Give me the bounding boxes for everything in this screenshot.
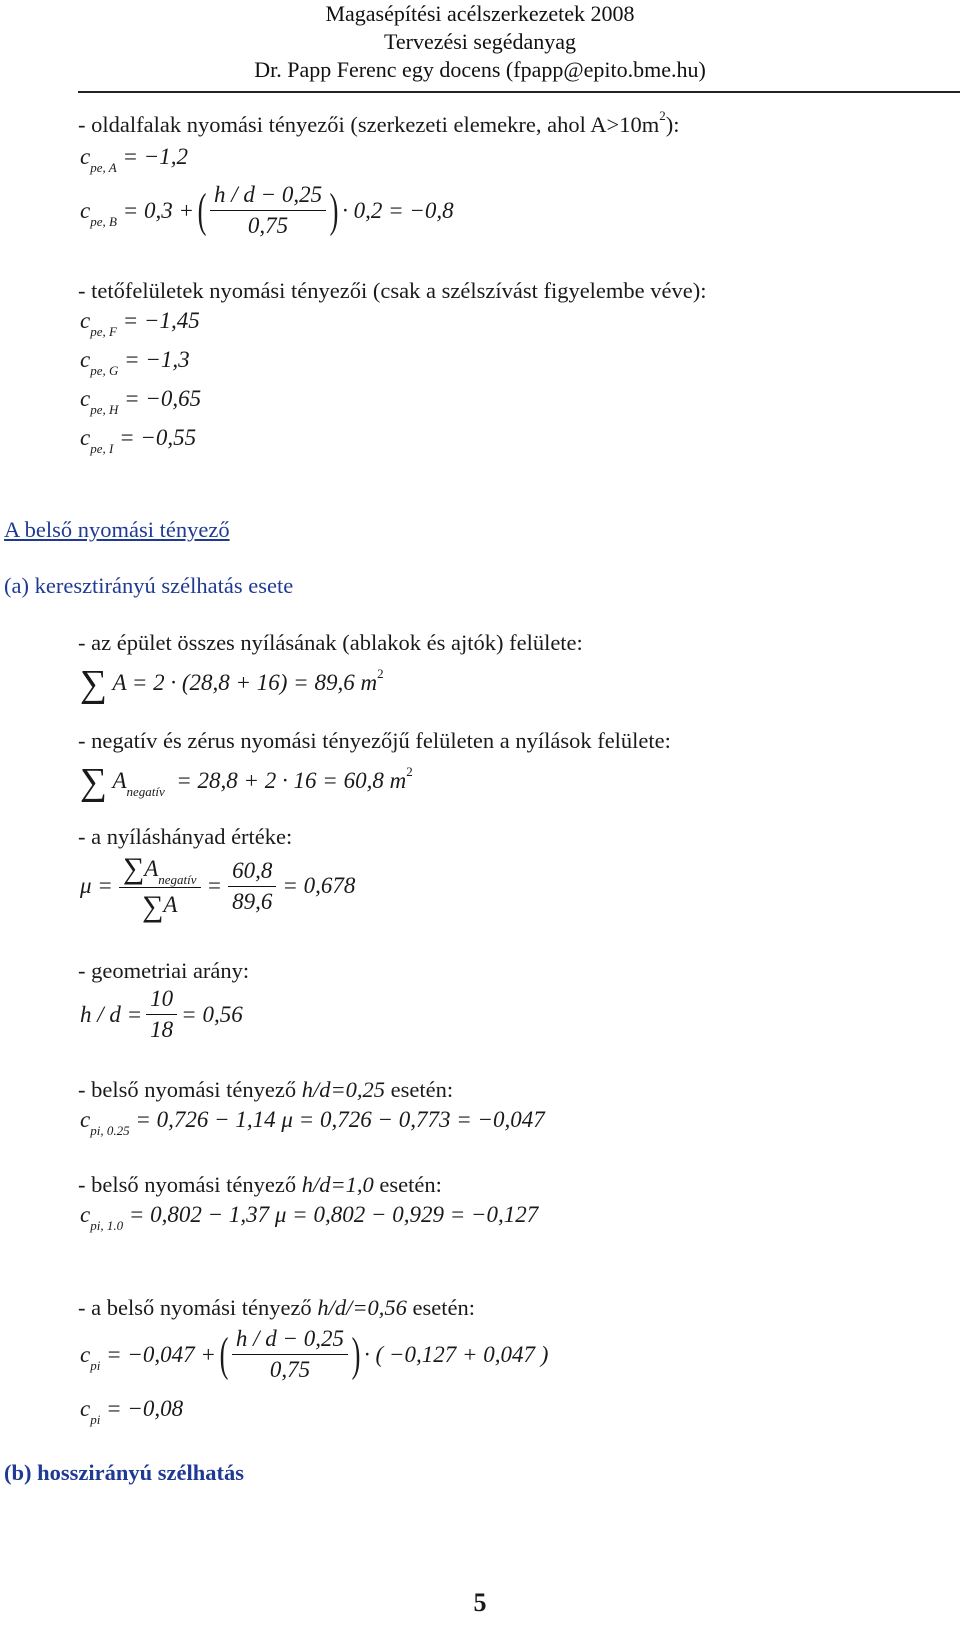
equation-cpe-b: $c_{pe, B}$ = 0,3 + ( $\frac{h / d - 0,25}{0,75}$ ) · 0,2 = −0,8 [80, 182, 454, 238]
equation-cpi-10: $c_{pi, 1.0} = 0,802 - 1,37$ μ = 0,802 − 0,929 = −0,127 [80, 1202, 539, 1233]
roof-intro: - tetőfelületek nyomási tényezői (csak a szélszívást figyelembe véve): [78, 278, 707, 303]
section-heading-internal: A belső nyomási tényező [4, 517, 230, 542]
equation-mu: μ = $\frac{\sum A_{negatív}}{\sum A}$ = $\frac{60,8}{89,6}$ = 0,678 [80, 852, 356, 923]
header-subtitle: Tervezési segédanyag [383, 29, 577, 54]
equation-cpe-g: $c_{pe, G} = -1,3$ [80, 347, 190, 378]
case-025-intro: - belső nyomási tényező h/d=0,25 esetén: [78, 1077, 454, 1102]
case-a-heading: (a) keresztirányú szélhatás esete [4, 573, 294, 598]
equation-cpe-i: $c_{pe, I} = -0,55$ [80, 425, 197, 456]
ratio-intro: - a nyíláshányad értéke: [78, 824, 293, 849]
case-10-intro: - belső nyomási tényező h/d=1,0 esetén: [78, 1172, 442, 1197]
equation-cpe-a: $c_{pe, A} = -1,2$ [80, 144, 188, 175]
equation-cpi-025: $c_{pi, 0.25} = 0,726 - 1,14$ μ = 0,726 − 0,773 = −0,047 [80, 1107, 545, 1138]
openings-intro: - az épület összes nyílásának (ablakok és ajtók) felülete: [78, 630, 583, 655]
equation-cpe-f: $c_{pe, F} = -1,45$ [80, 308, 200, 339]
negative-intro: - negatív és zérus nyomási tényezőjű felületen a nyílások felülete: [78, 728, 671, 753]
equation-negative-area: ∑ $A_{negatív} = 28,8 + 2 \cdot 16 = 60,8$ $m^2$ [80, 761, 413, 803]
geometry-intro: - geometriai arány: [78, 958, 250, 983]
equation-cpi-interpolation: $c_{pi}$ = −0,047 + ( $\frac{h / d - 0,25}{0,75}$ ) · ( −0,127 + 0,047 ) [80, 1326, 549, 1382]
sidewalls-intro: - oldalfalak nyomási tényezői (szerkezeti elemekre, ahol $A>10m^2$): [78, 108, 680, 137]
header-author: Dr. Papp Ferenc egy docens (fpapp@epito.bme.hu) [254, 57, 706, 82]
equation-openings-area: ∑ A = 2 · (28,8 + 16) = 89,6 $m^2$ [80, 663, 384, 705]
equation-cpi-final: $c_{pi} = -0,08$ [80, 1396, 184, 1427]
equation-cpe-h: $c_{pe, H} = -0,65$ [80, 386, 202, 417]
header-rule [78, 91, 960, 93]
case-056-intro: - a belső nyomási tényező h/d/=0,56 esetén: [78, 1295, 475, 1320]
header-title: Magasépítési acélszerkezetek 2008 [325, 1, 635, 26]
equation-hd: h / d = $\frac{10}{18}$ = 0,56 [80, 986, 243, 1042]
case-b-heading: (b) hosszirányú szélhatás [4, 1460, 245, 1485]
page-number: 5 [473, 1588, 487, 1617]
